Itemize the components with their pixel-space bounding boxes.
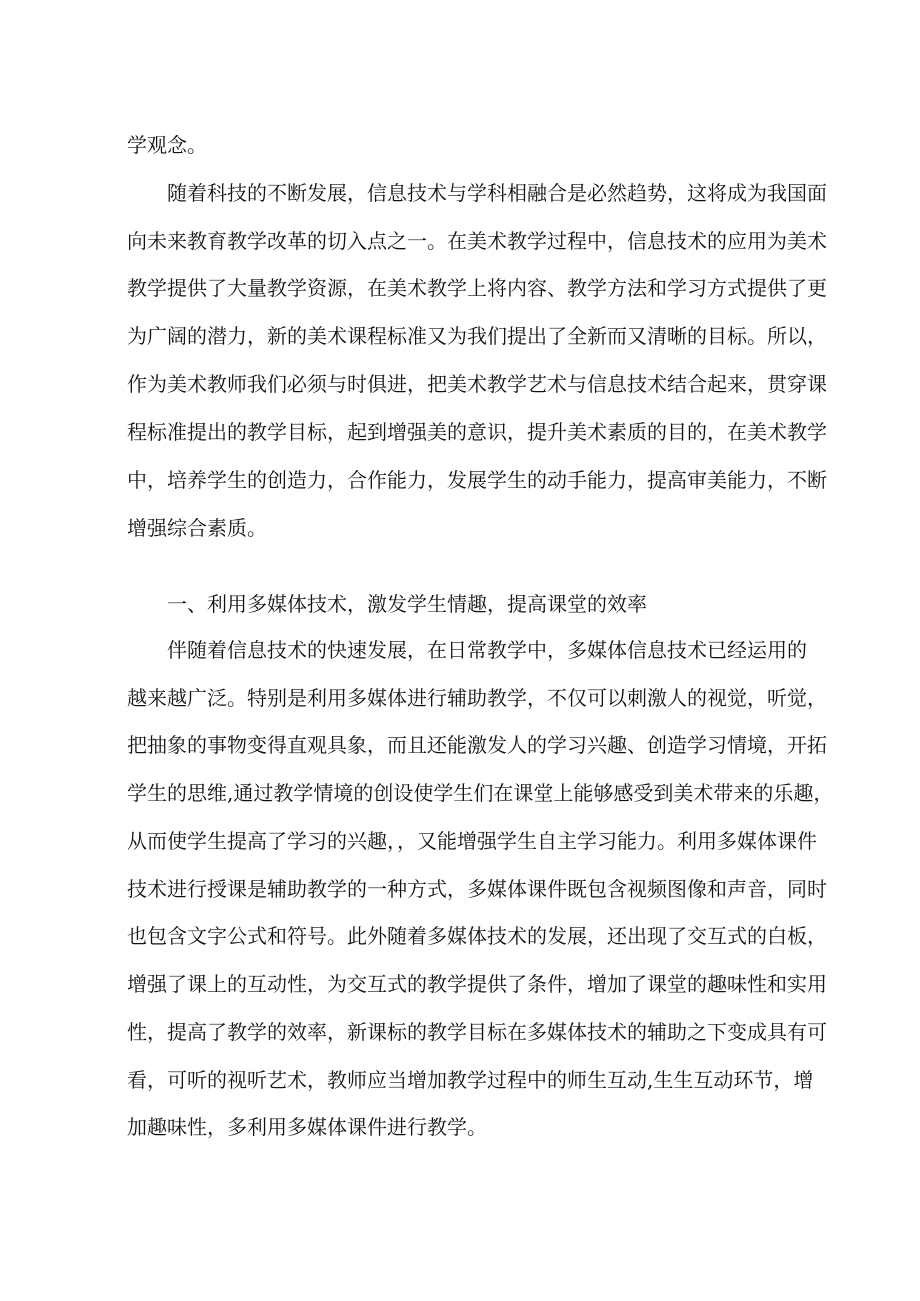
paragraph-line: 中，培养学生的创造力，合作能力，发展学生的动手能力，提高审美能力，不断 xyxy=(127,468,827,492)
paragraph-line: 从而使学生提高了学习的兴趣，，又能增强学生自主学习能力。利用多媒体课件 xyxy=(127,829,817,853)
section-heading: 一、利用多媒体技术，激发学生情趣，提高课堂的效率 xyxy=(167,592,647,616)
paragraph-line: 为广阔的潜力，新的美术课程标准又为我们提出了全新而又清晰的目标。所以， xyxy=(127,324,827,348)
paragraph-line: 技术进行授课是辅助教学的一种方式，多媒体课件既包含视频图像和声音，同时 xyxy=(127,877,827,901)
paragraph-line: 也包含文字公式和符号。此外随着多媒体技术的发展，还出现了交互式的白板， xyxy=(127,924,827,948)
paragraph-line: 向未来教育教学改革的切入点之一。在美术教学过程中，信息技术的应用为美术 xyxy=(127,229,827,253)
paragraph-line: 增强综合素质。 xyxy=(127,516,267,540)
paragraph-line: 伴随着信息技术的快速发展，在日常教学中，多媒体信息技术已经运用的 xyxy=(167,638,807,662)
paragraph-line: 学观念。 xyxy=(127,133,207,157)
paragraph-line: 程标准提出的教学目标，起到增强美的意识，提升美术素质的目的，在美术教学 xyxy=(127,420,827,444)
paragraph-line: 性，提高了教学的效率，新课标的教学目标在多媒体技术的辅助之下变成具有可 xyxy=(127,1020,827,1044)
paragraph-line: 增强了课上的互动性，为交互式的教学提供了条件，增加了课堂的趣味性和实用 xyxy=(127,972,827,996)
paragraph-line: 随着科技的不断发展，信息技术与学科相融合是必然趋势，这将成为我国面 xyxy=(167,181,827,205)
paragraph-line: 越来越广泛。特别是利用多媒体进行辅助教学，不仅可以刺激人的视觉，听觉， xyxy=(127,686,827,710)
paragraph-line: 把抽象的事物变得直观具象，而且还能激发人的学习兴趣、创造学习情境，开拓 xyxy=(127,733,827,757)
paragraph-line: 看，可听的视听艺术，教师应当增加教学过程中的师生互动,生生互动环节，增 xyxy=(127,1068,814,1092)
paragraph-line: 教学提供了大量教学资源，在美术教学上将内容、教学方法和学习方式提供了更 xyxy=(127,276,827,300)
paragraph-line: 学生的思维,通过教学情境的创设使学生们在课堂上能够感受到美术带来的乐趣， xyxy=(127,781,834,805)
paragraph-line: 加趣味性，多利用多媒体课件进行教学。 xyxy=(127,1115,487,1139)
paragraph-line: 作为美术教师我们必须与时俱进，把美术教学艺术与信息技术结合起来，贯穿课 xyxy=(127,372,827,396)
